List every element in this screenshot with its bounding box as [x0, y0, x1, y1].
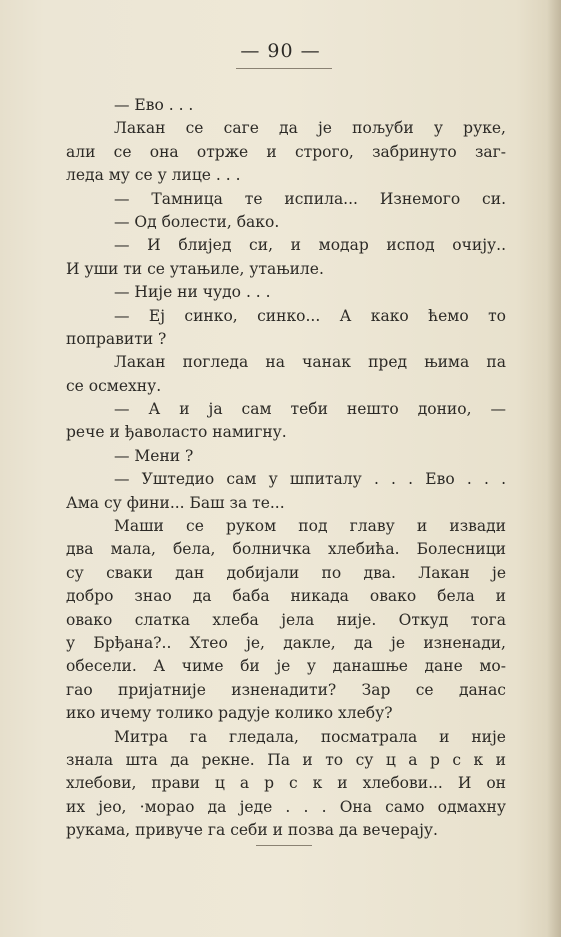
- text-line: знала шта да рекне. Па и то су ц а р с к и: [66, 750, 506, 769]
- text-line: хлебови, прави ц а р с к и хлебови... И он: [66, 774, 506, 793]
- text-line: И уши ти се утањиле, утањиле.: [66, 259, 324, 278]
- text-line: — А и ја сам теби нешто донио, —: [114, 400, 506, 419]
- text-line: гао пријатније изненадити? Зар се данас: [66, 680, 506, 699]
- text-line: — Тамница те испила... Изнемого си.: [114, 189, 506, 208]
- text-line: леда му се у лице . . .: [66, 166, 241, 185]
- text-line: рукама, привуче га себи и позва да вечерају.: [66, 821, 438, 840]
- text-line: ико ичему толико радује колико хлебу?: [66, 704, 393, 723]
- header-rule: [236, 68, 332, 69]
- text-line: се осмехну.: [66, 376, 162, 395]
- text-line: Ама су фини... Баш за те...: [66, 493, 285, 512]
- text-line: — Мени ?: [114, 446, 194, 465]
- text-line: — Уштедио сам у шпиталу . . . Ево . . .: [114, 470, 506, 489]
- footer-rule: [256, 845, 312, 846]
- text-line: су сваки дан добијали по два. Лакан је: [66, 563, 506, 582]
- body-text: [66, 94, 506, 843]
- text-line: али се она отрже и строго, забринуто заг-: [66, 142, 506, 161]
- text-line: поправити ?: [66, 329, 167, 348]
- page-edge-shadow: [547, 0, 561, 937]
- text-line: Лакан се саге да је пољуби у руке,: [114, 119, 506, 138]
- page-number: — 90 —: [240, 40, 321, 62]
- text-line: у Брђана?.. Хтео је, дакле, да је изненади,: [66, 633, 506, 652]
- text-line: обесели. А чиме би је у данашње дане мо-: [66, 657, 506, 676]
- text-line: — Ево . . .: [114, 96, 194, 114]
- text-line: Лакан погледа на чанак пред њима па: [114, 353, 506, 372]
- text-line: рече и ђаволасто намигну.: [66, 423, 287, 442]
- text-line: добро знао да баба никада овако бела и: [66, 587, 506, 606]
- text-line: два мала, бела, болничка хлебића. Болесници: [66, 540, 506, 559]
- text-line: Маши се руком под главу и извади: [114, 517, 506, 536]
- text-line: — Од болести, бако.: [114, 212, 280, 231]
- text-line: — Еј синко, синко... А како ћемо то: [114, 306, 506, 325]
- text-line: Митра га гледала, посматрала и није: [114, 727, 506, 746]
- text-line: овако слатка хлеба јела није. Откуд тога: [66, 610, 506, 629]
- text-line: — Није ни чудо . . .: [114, 283, 271, 302]
- text-line: — И блијед си, и модар испод очију..: [114, 236, 506, 255]
- text-line: их јео, ·морао да једе . . . Она само одмахну: [66, 797, 506, 816]
